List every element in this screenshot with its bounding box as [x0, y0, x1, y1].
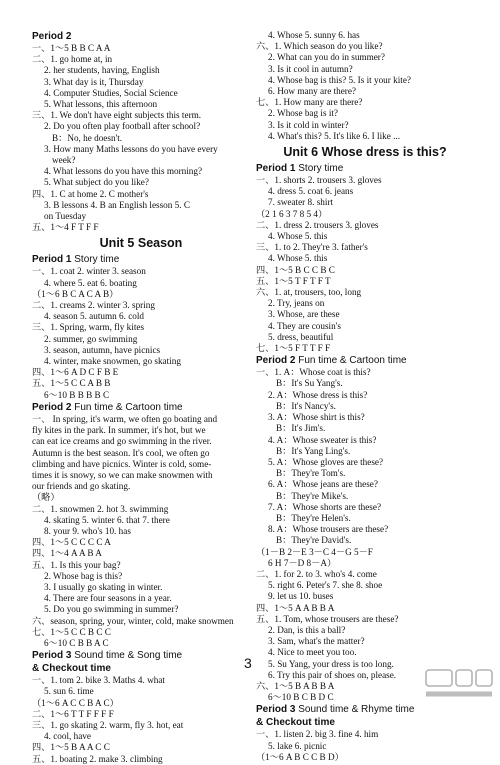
- line-text: 9. let us 10. buses: [268, 591, 334, 602]
- answer-line: [256, 287, 474, 298]
- line-text: 3. Is it cool in autumn?: [268, 63, 353, 74]
- answer-line: [256, 547, 474, 558]
- answer-line: [256, 209, 474, 220]
- line-text: 4. season 5. autumn 6. cold: [44, 311, 145, 322]
- line-text: 六、1. Which season do you like?: [256, 41, 383, 52]
- answer-line: [32, 99, 250, 110]
- answer-line: [256, 298, 474, 309]
- line-text: 6～10 B B B B C: [44, 389, 110, 400]
- answer-line: [256, 86, 474, 97]
- answer-line: [32, 189, 250, 200]
- answer-line: [256, 614, 474, 625]
- line-text: 六、1. at, trousers, too, long: [256, 287, 362, 298]
- line-text: 5. What subject do you like?: [44, 177, 149, 188]
- answer-line: [32, 436, 250, 447]
- answer-line: [256, 231, 474, 242]
- answer-line: [256, 468, 474, 479]
- answer-line: [32, 166, 250, 177]
- unit-heading: [32, 235, 250, 252]
- line-text: 一、1～5 B B C A A: [32, 43, 111, 53]
- answer-line: [256, 197, 474, 208]
- period-heading: [256, 704, 474, 716]
- answer-line: [32, 709, 250, 720]
- line-text: climbing and have picnics. Winter is cold, some-: [32, 458, 212, 469]
- answer-line: [256, 535, 474, 546]
- line-text: 4. A：Whose sweater is this?: [268, 434, 377, 445]
- line-text: 四、1～5 B A A C C: [32, 742, 110, 753]
- line-text: 3. How many Maths lessons do you have every: [44, 143, 218, 154]
- line-text: 一、1. shorts 2. trousers 3. gloves: [256, 175, 382, 186]
- line-text: 二、1. creams 2. winter 3. spring: [32, 300, 155, 311]
- line-text: 5. A：Whose gloves are these?: [268, 456, 384, 467]
- answer-line: [32, 334, 250, 345]
- answer-line: [256, 513, 474, 524]
- line-text: 一、1. A：Whose coat is this?: [256, 367, 371, 378]
- answer-line: [256, 435, 474, 446]
- answer-line: [32, 616, 250, 627]
- answer-line: [256, 479, 474, 490]
- line-text: B：They're Mike's.: [276, 490, 349, 501]
- answer-line: [256, 120, 474, 131]
- answer-line: [256, 220, 474, 231]
- answer-line: [32, 686, 250, 697]
- answer-line: [32, 133, 250, 144]
- line-text: 8. your 9. who's 10. has: [44, 525, 131, 536]
- line-text: 2. What can you do in summer?: [268, 52, 385, 63]
- answer-line: [256, 412, 474, 423]
- answer-line: [32, 155, 250, 166]
- answer-line: [32, 289, 250, 300]
- right-column: [256, 30, 474, 763]
- line-text: 五、1～5 C C A B B: [32, 378, 111, 389]
- line-text: 3. I usually go skating in winter.: [44, 581, 163, 592]
- line-text: （略）: [32, 492, 60, 503]
- line-text: 6. A：Whose jeans are these?: [268, 479, 378, 490]
- line-text: 4. Whose 5. this: [268, 253, 328, 264]
- line-text: Period 2: [32, 401, 72, 413]
- line-text: Period 3: [256, 704, 296, 716]
- answer-line: [256, 625, 474, 636]
- line-text: & Checkout time: [32, 663, 111, 675]
- line-text: 2. Try, jeans on: [268, 298, 325, 309]
- answer-line: [32, 492, 250, 503]
- answer-line: [32, 638, 250, 649]
- line-text: Period 2: [256, 355, 296, 367]
- answer-line: [256, 309, 474, 320]
- answer-line: [32, 345, 250, 356]
- answer-line: [256, 186, 474, 197]
- answer-line: [32, 266, 250, 277]
- line-text: B：It's Nancy's.: [276, 400, 336, 411]
- answer-line: [32, 200, 250, 211]
- answer-line: [256, 752, 474, 763]
- answer-line: [32, 571, 250, 582]
- line-text: B：It's Yang Ling's.: [276, 445, 351, 456]
- line-text: 2. A：Whose dress is this?: [268, 389, 368, 400]
- period-title: Fun time & Cartoon time: [295, 355, 407, 367]
- line-text: 5. sun 6. time: [44, 686, 94, 697]
- answer-line: [32, 77, 250, 88]
- line-text: （1～6 A B C C B D）: [256, 751, 344, 762]
- line-text: Autumn is the best season. It's cool, we often go: [32, 447, 210, 458]
- answer-line: [256, 636, 474, 647]
- line-text: 2. Whose bag is this?: [44, 570, 123, 581]
- line-text: 五、1. Is this your bag?: [32, 559, 121, 570]
- line-text: 七、1～5 F T T F F: [256, 343, 331, 354]
- line-text: B：It's Jim's.: [276, 423, 326, 434]
- answer-line: [256, 175, 474, 186]
- answer-line: [32, 425, 250, 436]
- period-title: Sound time & Rhyme time: [295, 704, 415, 716]
- line-text: 5. Do you go swimming in summer?: [44, 604, 179, 615]
- answer-line: [32, 144, 250, 155]
- answer-line: [32, 356, 250, 367]
- line-text: 4. Whose 5. this: [268, 231, 328, 242]
- line-text: 四、1. C at home 2. C mother's: [32, 188, 149, 199]
- answer-line: [256, 591, 474, 602]
- answer-line: [256, 558, 474, 569]
- line-text: 4. Nice to meet you too.: [268, 647, 357, 658]
- period-title: Sound time & Song time: [71, 650, 183, 662]
- line-text: 3. Is it cold in winter?: [268, 119, 349, 130]
- line-text: 5. right 6. Peter's 7. she 8. shoe: [268, 580, 383, 591]
- left-column: [32, 30, 250, 765]
- answer-line: [32, 222, 250, 233]
- answer-line: [256, 52, 474, 63]
- line-text: 5. What lessons, this afternoon: [44, 99, 158, 110]
- answer-line: [32, 300, 250, 311]
- line-text: 3. season, autumn, have picnics: [44, 344, 161, 355]
- line-text: 四、1～5 B C C B C: [256, 264, 335, 275]
- line-text: 四、1～5 A A B B A: [256, 602, 335, 613]
- answer-line: [32, 742, 250, 753]
- line-text: 5. Su Yang, your dress is too long.: [268, 658, 394, 669]
- answer-line: [32, 720, 250, 731]
- line-text: 8. A：Whose trousers are these?: [268, 524, 389, 535]
- line-text: 二、1. dress 2. trousers 3. gloves: [256, 219, 379, 230]
- answer-line: [256, 524, 474, 535]
- answer-line: [256, 401, 474, 412]
- line-text: Unit 5 Season: [99, 236, 183, 251]
- answer-line: [32, 604, 250, 615]
- line-text: Period 2: [32, 31, 72, 42]
- line-text: 四、1～5 C C C C A: [32, 537, 111, 548]
- answer-line: [32, 526, 250, 537]
- line-text: 3. Whose, are these: [268, 309, 340, 320]
- answer-line: [256, 64, 474, 75]
- line-text: 4. Whose 5. sunny 6. has: [268, 30, 360, 40]
- answer-line: [256, 242, 474, 253]
- answer-line: [32, 548, 250, 559]
- line-text: B：No, he doesn't.: [52, 132, 123, 143]
- line-text: 2. Do you often play football after school?: [44, 121, 201, 132]
- answer-line: [256, 569, 474, 580]
- answer-line: [32, 515, 250, 526]
- period-heading: [32, 402, 250, 414]
- line-text: Period 1: [256, 163, 296, 175]
- line-text: （2 1 6 3 7 8 5 4）: [256, 208, 328, 219]
- answer-line: [32, 698, 250, 709]
- line-text: （1－B 2－E 3－C 4－G 5－F: [256, 546, 373, 557]
- line-text: Period 3: [32, 650, 72, 662]
- line-text: 5. lake 6. picnic: [268, 740, 327, 751]
- line-text: 三、1. go skating 2. warm, fly 3. hot, eat: [32, 719, 184, 730]
- answer-line: [32, 378, 250, 389]
- line-text: 4. There are four seasons in a year.: [44, 593, 172, 604]
- answer-line: [32, 43, 250, 54]
- line-text: 一、1. tom 2. bike 3. Maths 4. what: [32, 675, 165, 686]
- line-text: 二、1. for 2. to 3. who's 4. come: [256, 568, 377, 579]
- line-text: 4. Computer Studies, Social Science: [44, 87, 178, 98]
- period-heading: [256, 717, 474, 729]
- period-heading: [32, 254, 250, 266]
- line-text: 三、1. Spring, warm, fly kites: [32, 322, 145, 333]
- line-text: 4. winter, make snowmen, go skating: [44, 356, 181, 367]
- line-text: 五、1. boating 2. make 3. climbing: [32, 753, 163, 764]
- line-text: 一、 In spring, it's warm, we often go boating and: [32, 413, 218, 424]
- line-text: 五、1～4 F T F F: [32, 222, 99, 233]
- answer-line: [256, 97, 474, 108]
- line-text: 6～10 C B B A C: [44, 637, 109, 648]
- answer-line: [256, 131, 474, 142]
- answer-line: [256, 729, 474, 740]
- line-text: 三、1. We don't have eight subjects this term.: [32, 110, 202, 121]
- answer-line: [256, 321, 474, 332]
- answer-line: [32, 582, 250, 593]
- answer-line: [256, 741, 474, 752]
- answer-line: [32, 367, 250, 378]
- line-text: Unit 6 Whose dress is this?: [283, 145, 447, 160]
- period-title: Fun time & Cartoon time: [71, 401, 183, 413]
- line-text: 6. Try this pair of shoes on, please.: [268, 669, 397, 680]
- answer-line: [32, 731, 250, 742]
- line-text: 5. dress, beautiful: [268, 331, 334, 342]
- line-text: 2. summer, go swimming: [44, 333, 138, 344]
- unit-heading: [256, 144, 474, 161]
- answer-line: [32, 537, 250, 548]
- answer-line: [256, 253, 474, 264]
- line-text: 七、1. How many are there?: [256, 97, 363, 108]
- line-text: times it is snowy, so we can make snowmen with: [32, 469, 213, 480]
- answer-line: [32, 470, 250, 481]
- line-text: B：They're Tom's.: [276, 468, 346, 479]
- line-text: （1～6 A C C B A C）: [32, 697, 119, 708]
- answer-line: [256, 603, 474, 614]
- line-text: 4. skating 5. winter 6. that 7. there: [44, 514, 170, 525]
- answer-line: [256, 491, 474, 502]
- period-title: Story time: [71, 254, 120, 266]
- line-text: 五、1. Tom, whose trousers are these?: [256, 613, 399, 624]
- answer-line: [256, 423, 474, 434]
- line-text: B：They're David's.: [276, 535, 352, 546]
- line-text: 一、1. listen 2. big 3. fine 4. him: [256, 729, 379, 740]
- line-text: 四、1～4 A A B A: [32, 548, 102, 559]
- answer-line: [256, 41, 474, 52]
- answer-line: [32, 481, 250, 492]
- answer-line: [256, 446, 474, 457]
- line-text: 二、1. go home at, in: [32, 54, 113, 65]
- line-text: 七、1～5 C C B C C: [32, 626, 111, 637]
- line-text: Period 1: [32, 254, 72, 266]
- answer-line: [32, 675, 250, 686]
- period-heading: [256, 163, 474, 175]
- line-text: 4. dress 5. coat 6. jeans: [268, 186, 354, 197]
- line-text: & Checkout time: [256, 717, 335, 729]
- answer-line: [32, 560, 250, 571]
- answer-line: [256, 343, 474, 354]
- answer-line: [32, 390, 250, 401]
- line-text: 4. cool, have: [44, 731, 91, 742]
- answer-line: [256, 276, 474, 287]
- answer-line: [32, 627, 250, 638]
- period-heading: [32, 650, 250, 662]
- line-text: 4. What lessons do you have this morning?: [44, 166, 203, 177]
- watermark-logo-icon: [424, 667, 494, 703]
- answer-line: [32, 110, 250, 121]
- line-text: 6～10 B C B D C: [268, 692, 334, 703]
- answer-line: [256, 108, 474, 119]
- answer-line: [256, 75, 474, 86]
- line-text: 六、season, spring, your, winter, cold, make snowmen: [32, 615, 234, 626]
- line-text: B：It's Su Yang's.: [276, 378, 343, 389]
- answer-line: [32, 322, 250, 333]
- line-text: 7. sweater 8. shirt: [268, 197, 334, 208]
- period-heading: [32, 663, 250, 675]
- answer-line: [256, 502, 474, 513]
- line-text: 二、1～6 T T F F F F: [32, 708, 114, 719]
- line-text: 7. A：Whose shorts are these?: [268, 501, 382, 512]
- line-text: 2. Dan, is this a ball?: [268, 624, 346, 635]
- line-text: 一、1. coat 2. winter 3. season: [32, 266, 146, 277]
- answer-line: [256, 30, 474, 41]
- line-text: on Tuesday: [44, 211, 87, 222]
- answer-line: [256, 265, 474, 276]
- line-text: （1～6 B C A C A B）: [32, 288, 119, 299]
- line-text: 3. A：Whose shirt is this?: [268, 412, 365, 423]
- answer-line: [256, 580, 474, 591]
- period-heading: [256, 355, 474, 367]
- answer-line: [32, 504, 250, 515]
- line-text: 3. What day is it, Thursday: [44, 76, 144, 87]
- line-text: 4. Whose bag is this? 5. Is it your kite?: [268, 74, 411, 85]
- line-text: 4. What's this? 5. It's like 6. I like ...: [268, 130, 401, 141]
- answer-line: [32, 88, 250, 99]
- answer-line: [256, 647, 474, 658]
- line-text: 6 H 7－D 8－A）: [268, 557, 337, 568]
- line-text: our friends and go skating.: [32, 481, 131, 492]
- line-text: 四、1～6 A D C F B E: [32, 367, 119, 378]
- answer-line: [32, 54, 250, 65]
- line-text: B：They're Helen's.: [276, 512, 351, 523]
- line-text: 五、1～5 T F T F T: [256, 275, 331, 286]
- period-heading: [32, 31, 250, 43]
- line-text: 3. B lessons 4. B an English lesson 5. C: [44, 199, 190, 210]
- answer-line: [256, 378, 474, 389]
- answer-line: [32, 593, 250, 604]
- answer-line: [256, 367, 474, 378]
- line-text: 六、1～5 B A B B A: [256, 680, 335, 691]
- answer-line: [256, 457, 474, 468]
- line-text: fly kites in the park. In summer, it's hot, but we: [32, 425, 206, 436]
- answer-line: [32, 448, 250, 459]
- answer-line: [32, 311, 250, 322]
- line-text: 二、1. snowmen 2. hot 3. swimming: [32, 503, 169, 514]
- line-text: can eat ice creams and go swimming in the river.: [32, 436, 212, 447]
- answer-line: [32, 211, 250, 222]
- answer-line: [32, 754, 250, 765]
- answer-line: [32, 177, 250, 188]
- line-text: week?: [52, 155, 76, 166]
- answer-line: [32, 414, 250, 425]
- answer-line: [256, 390, 474, 401]
- line-text: 三、1. to 2. They're 3. father's: [256, 242, 368, 253]
- answer-line: [32, 459, 250, 470]
- answer-line: [32, 65, 250, 76]
- answer-line: [32, 121, 250, 132]
- line-text: 4. They are cousin's: [268, 320, 341, 331]
- line-text: 4. where 5. eat 6. boating: [44, 277, 137, 288]
- line-text: 2. her students, having, English: [44, 65, 160, 76]
- line-text: 6. How many are there?: [268, 86, 357, 97]
- line-text: 2. Whose bag is it?: [268, 108, 339, 119]
- line-text: 3. Sam, what's the matter?: [268, 636, 365, 647]
- page-number: 3: [244, 655, 252, 671]
- period-title: Story time: [295, 163, 344, 175]
- answer-line: [256, 332, 474, 343]
- answer-line: [32, 278, 250, 289]
